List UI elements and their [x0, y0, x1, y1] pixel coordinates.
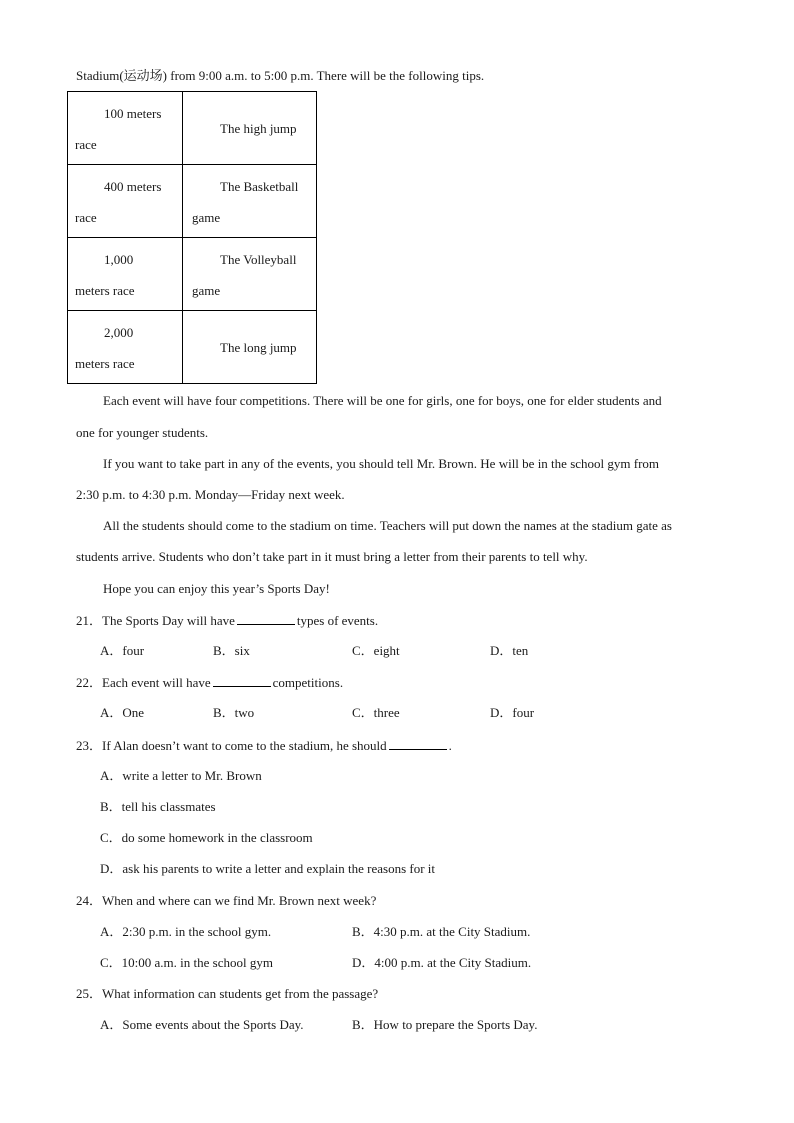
question-text: 21．The Sports Day will have [76, 613, 235, 628]
question-24: 24．When and where can we find Mr. Brown next week? [76, 893, 377, 908]
paragraph-line: Each event will have four competitions. There will be one for girls, one for boys, one for elder students and [103, 393, 662, 408]
option-b[interactable]: B．4:30 p.m. at the City Stadium. [352, 924, 531, 939]
question-text: . [448, 738, 452, 753]
option-d[interactable]: D．four [490, 705, 535, 720]
option-d[interactable]: D．ask his parents to write a letter and explain the reasons for it [100, 861, 436, 876]
event-cell [183, 165, 317, 238]
answer-blank [237, 612, 295, 625]
paragraph-line: All the students should come to the stadium on time. Teachers will put down the names at the stadium gate as [103, 518, 672, 533]
paragraph-line: If you want to take part in any of the events, you should tell Mr. Brown. He will be in the school gym from [103, 456, 660, 471]
events-table [67, 91, 317, 384]
question-text: 23．If Alan doesn’t want to come to the stadium, he should [76, 738, 387, 753]
table-row [68, 311, 317, 384]
option-c[interactable]: C．10:00 a.m. in the school gym [100, 955, 273, 970]
paragraph-line: Hope you can enjoy this year’s Sports Day! [103, 581, 330, 596]
option-a[interactable]: A．write a letter to Mr. Brown [100, 768, 262, 783]
event-cell [183, 311, 317, 384]
table-row [68, 165, 317, 238]
event-cell-line1: The Basketball [220, 179, 299, 194]
question-text: 22．Each event will have [76, 675, 211, 690]
answer-blank [213, 674, 271, 687]
event-cell-line2: game [192, 283, 221, 298]
event-cell [68, 238, 183, 311]
event-cell-line1: 2,000 [104, 325, 134, 340]
option-b[interactable]: B．six [213, 643, 250, 658]
option-c[interactable]: C．do some homework in the classroom [100, 830, 313, 845]
event-cell [68, 92, 183, 165]
event-cell-line2: meters race [75, 356, 135, 371]
option-c[interactable]: C．three [352, 705, 400, 720]
event-cell [68, 311, 183, 384]
option-a[interactable]: A．One [100, 705, 145, 720]
paragraph-line: 2:30 p.m. to 4:30 p.m. Monday—Friday next week. [76, 487, 345, 502]
option-d[interactable]: D．4:00 p.m. at the City Stadium. [352, 955, 532, 970]
table-row [68, 238, 317, 311]
event-cell [68, 165, 183, 238]
question-23 [76, 737, 452, 754]
event-cell-line1: The Volleyball [220, 252, 297, 267]
option-b[interactable]: B．How to prepare the Sports Day. [352, 1017, 538, 1032]
option-b[interactable]: B．two [213, 705, 255, 720]
event-cell-line2: race [75, 137, 97, 152]
option-d[interactable]: D．ten [490, 643, 529, 658]
option-a[interactable]: A．four [100, 643, 145, 658]
option-c[interactable]: C．eight [352, 643, 400, 658]
event-cell-line2: race [75, 210, 97, 225]
event-cell-line1: 100 meters [104, 106, 162, 121]
event-cell-line1: The high jump [220, 121, 297, 136]
question-25: 25．What information can students get from the passage? [76, 986, 379, 1001]
paragraph-line: one for younger students. [76, 425, 209, 440]
option-b[interactable]: B．tell his classmates [100, 799, 216, 814]
event-cell-line2: meters race [75, 283, 135, 298]
question-21 [76, 612, 378, 629]
event-cell-line1: 400 meters [104, 179, 162, 194]
intro-line: Stadium(运动场) from 9:00 a.m. to 5:00 p.m. There will be the following tips. [76, 68, 485, 83]
table-row [68, 92, 317, 165]
paragraph-line: students arrive. Students who don’t take part in it must bring a letter from their parents to tell why. [76, 549, 588, 564]
event-cell [183, 238, 317, 311]
question-text: types of events. [296, 613, 379, 628]
question-text: competitions. [272, 675, 344, 690]
question-22 [76, 674, 343, 691]
option-a[interactable]: A．Some events about the Sports Day. [100, 1017, 304, 1032]
answer-blank [389, 737, 447, 750]
event-cell-line1: The long jump [220, 340, 297, 355]
option-a[interactable]: A．2:30 p.m. in the school gym. [100, 924, 272, 939]
event-cell-line2: game [192, 210, 221, 225]
event-cell [183, 92, 317, 165]
event-cell-line1: 1,000 [104, 252, 134, 267]
